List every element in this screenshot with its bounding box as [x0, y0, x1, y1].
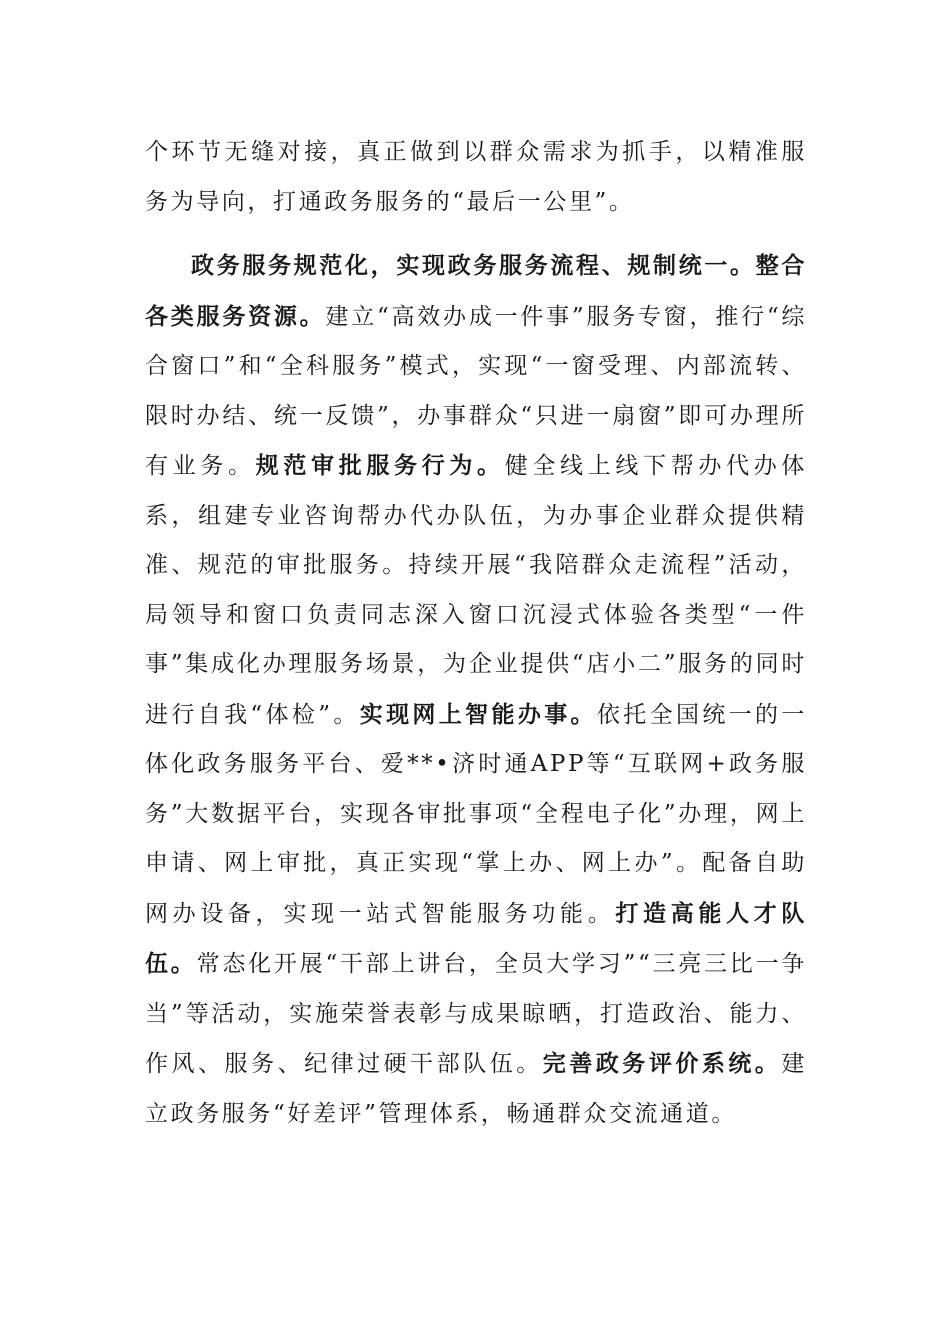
subsection-text-talent: 常态化开展“干部上讲台，全员大学习”“三亮三比一争当”等活动，实施荣誉表彰与成果晾晒，打造政治、能力、作风、服务、纪律过硬干部队伍。 [145, 951, 807, 1077]
subsection-title-online: 实现网上智能办事。 [359, 700, 597, 728]
subsection-title-evaluation: 完善政务评价系统。 [542, 1050, 782, 1077]
paragraph-text: 个环节无缝对接，真正做到以群众需求为抓手，以精准服务为导向，打通政务服务的“最后一公里”。 [145, 139, 807, 215]
subsection-text-approval: 健全线上线下帮办代办体系，组建专业咨询帮办代办队伍，为办事企业群众提供精准、规范的审批服务。持续开展“我陪群众走流程”活动，局领导和窗口负责同志深入窗口沉浸式体验各类型“一件事”集成化办理服务场景，为企业提供“店小二”服务的同时进行自我“体检”。 [145, 453, 808, 728]
document-page [145, 128, 807, 1139]
subsection-title-talent: 打造高能人才队伍。 [145, 899, 808, 977]
subsection-text-online: 依托全国统一的一体化政务服务平台、爱**•济时通APP等“互联网+政务服务”大数据平台，实现各审批事项“全程电子化”办理，网上申请、网上审批，真正实现“掌上办、网上办”。配备自助网办设备，实现一站式智能服务功能。 [145, 701, 808, 927]
subsection-text-resources: 建立“高效办成一件事”服务专窗，推行“综合窗口”和“全科服务”模式，实现“一窗受理、内部流转、限时办结、统一反馈”，办事群众“只进一扇窗”即可办理所有业务。 [145, 303, 807, 479]
subsection-title-resources: 整合各类服务资源。 [145, 252, 808, 330]
subsection-text-evaluation: 建立政务服务“好差评”管理体系，畅通群众交流通道。 [145, 1051, 808, 1127]
paragraph-continuation [145, 128, 807, 227]
paragraph-standardization [145, 241, 807, 1139]
section-heading: 政务服务规范化，实现政务服务流程、规制统一。 [191, 252, 756, 279]
subsection-title-approval: 规范审批服务行为。 [255, 452, 505, 479]
